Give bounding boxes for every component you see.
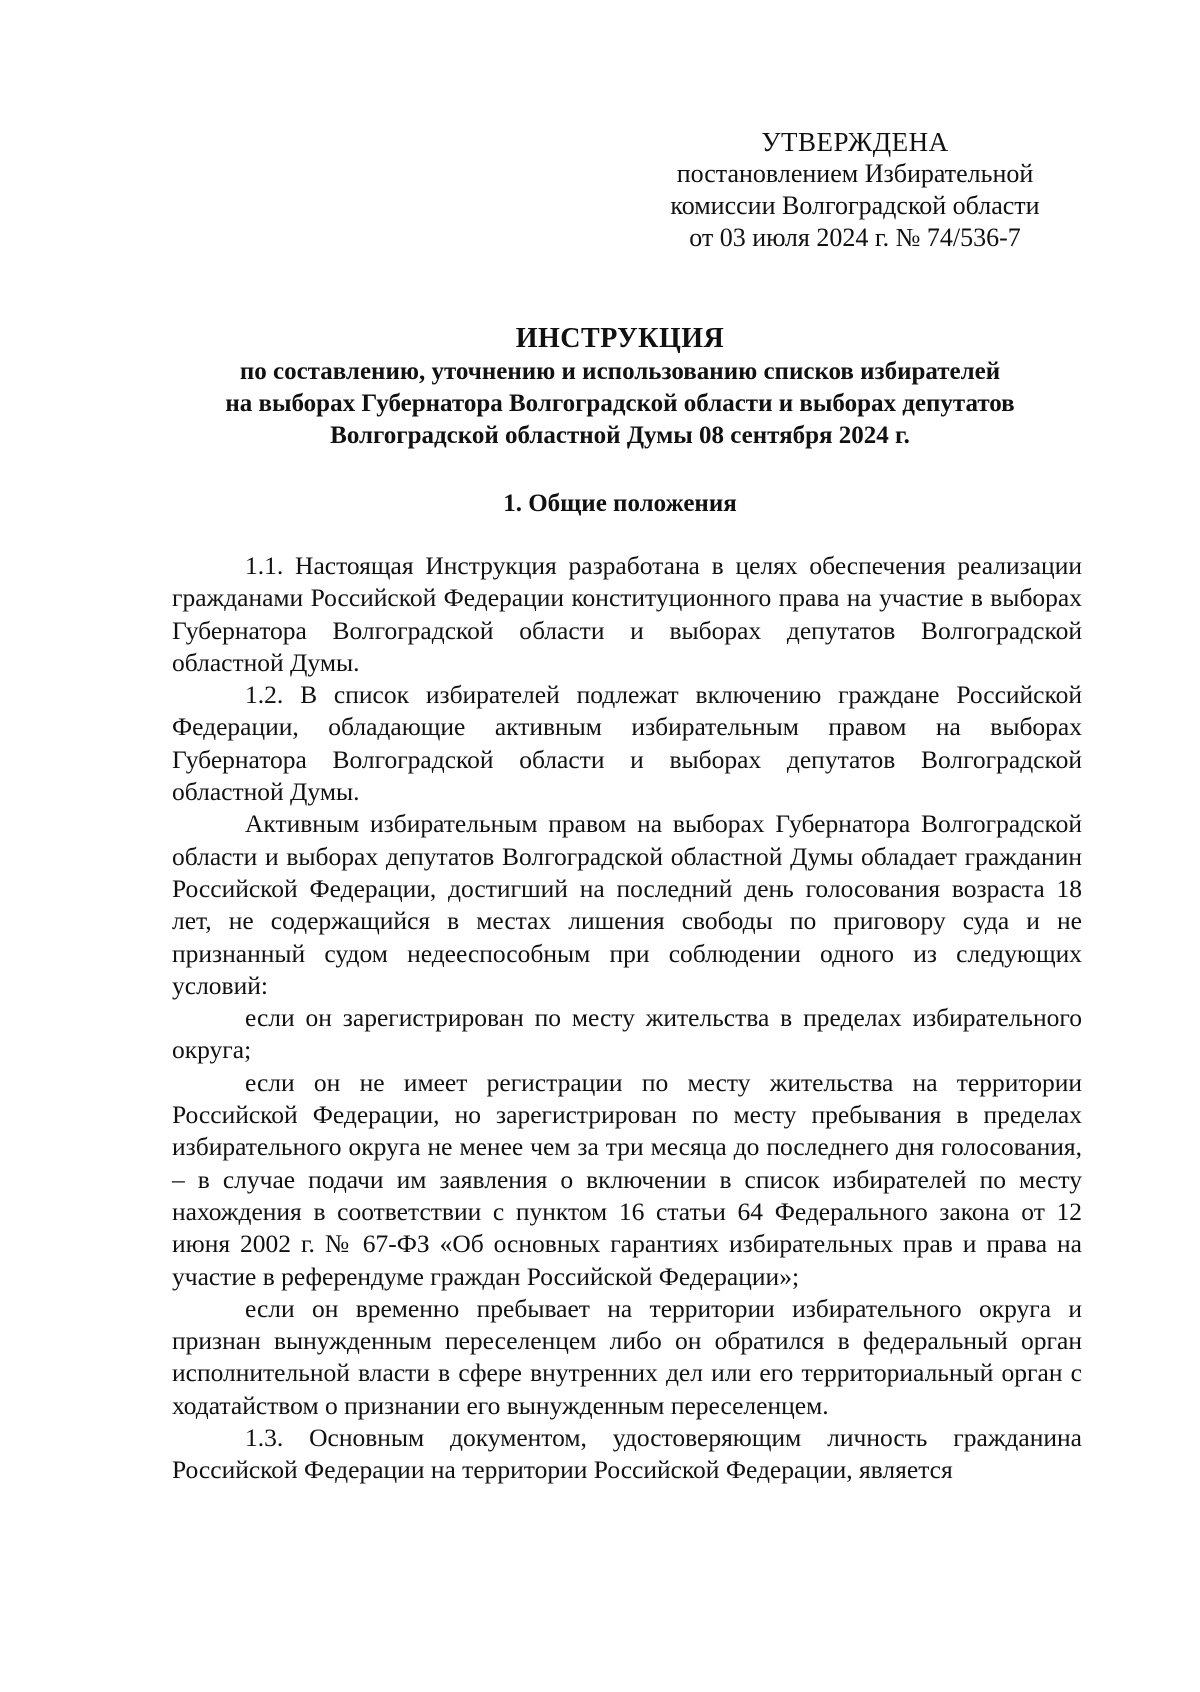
paragraph: 1.2. В список избирателей подлежат включению граждане Российской Федерации, обладающие активным избирательным правом на выборах Губернатора Волгоградской области и выборах депутатов Волгоградской областной Думы. [172,680,1082,807]
paragraph: если он не имеет регистрации по месту жительства на территории Российской Федерации, но зарегистрирован по месту пребывания в пределах избирательного округа не менее чем за три месяца до последнего дня голосования, – в случае подачи им заявления о включении в список избирателей по месту нахождения в соответствии с пунктом 16 статьи 64 Федерального закона от 12 июня 2002 г. № 67-ФЗ «Об основных гарантиях избирательных прав и права на участие в референдуме граждан Российской Федерации»; [172,1067,1082,1291]
document-title: ИНСТРУКЦИЯ [515,323,725,354]
approval-line: от 03 июля 2024 г. № 74/536-7 [689,223,1021,252]
section-body [172,550,1082,1487]
document-subtitle-line: по составлению, уточнению и использованию списков избирателей [239,358,1001,385]
paragraph: если он зарегистрирован по месту жительства в пределах избирательного округа; [172,1003,1082,1065]
approval-stamp-block [640,126,1070,254]
approval-line: постановлением Избирательной [676,159,1034,188]
document-title-block [160,322,1080,452]
document-subtitle-line: Волгоградской областной Думы 08 сентября 2024 г. [330,422,910,449]
document-subtitle-line: на выборах Губернатора Волгоградской области и выборах депутатов [225,390,1015,417]
section-heading: 1. Общие положения [503,490,737,517]
paragraph: если он временно пребывает на территории избирательного округа и признан вынужденным переселенцем либо он обратился в федеральный орган исполнительной власти в сфере внутренних дел или его территориальный орган с ходатайством о признании его вынужденным переселенцем. [172,1293,1082,1420]
paragraph: Активным избирательным правом на выборах Губернатора Волгоградской области и выборах депутатов Волгоградской областной Думы обладает гражданин Российской Федерации, достигший на последний день голосования возраста 18 лет, не содержащийся в местах лишения свободы по приговору суда и не признанный судом недееспособным при соблюдении одного из следующих условий: [172,809,1082,1000]
paragraph: 1.1. Настоящая Инструкция разработана в целях обеспечения реализации гражданами Российской Федерации конституционного права на участие в выборах Губернатора Волгоградской области и выборах депутатов Волгоградской областной Думы. [172,551,1082,677]
approval-line: комиссии Волгоградской области [670,191,1040,220]
paragraph: 1.3. Основным документом, удостоверяющим личность гражданина Российской Федерации на территории Российской Федерации, является [172,1423,1082,1485]
approval-heading: УТВЕРЖДЕНА [761,127,949,157]
